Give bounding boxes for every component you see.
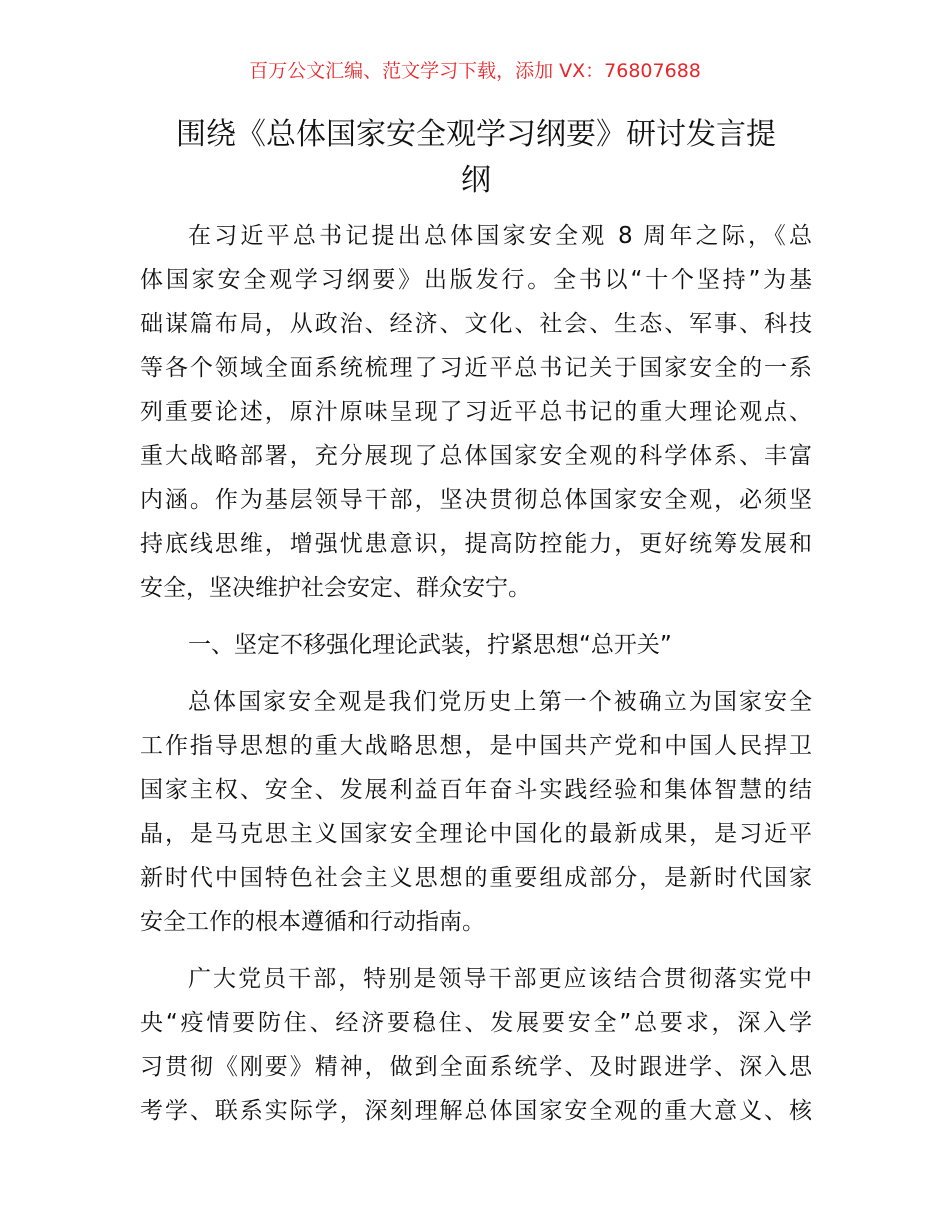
text-line: 在习近平总书记提出总体国家安全观 8 周年之际，《总 <box>188 223 812 249</box>
title-line: 围绕《总体国家安全观学习纲要》研讨发言提 <box>176 117 776 152</box>
text-line: 国家主权、安全、发展利益百年奋斗实践经验和集体智慧的结 <box>140 777 812 803</box>
text-line: 考学、联系实际学，深刻理解总体国家安全观的重大意义、核 <box>140 1098 812 1124</box>
text-line: 安全，坚决维护社会安定、群众安宁。 <box>140 575 531 601</box>
section-heading <box>140 623 812 667</box>
paragraph <box>140 680 812 944</box>
text-line: 体国家安全观学习纲要》出版发行。全书以“十个坚持”为基 <box>140 267 812 293</box>
document-title <box>140 112 812 204</box>
text-line: 列重要论述，原汁原味呈现了习近平总书记的重大理论观点、 <box>140 399 812 425</box>
text-line: 总体国家安全观是我们党历史上第一个被确立为国家安全 <box>188 689 812 715</box>
watermark-banner: 百万公文汇编、范文学习下载，添加 VX：76807688 <box>249 60 701 82</box>
text-line: 晶，是马克思主义国家安全理论中国化的最新成果，是习近平 <box>140 821 812 847</box>
document-body <box>140 214 812 1146</box>
text-line: 等各个领域全面系统梳理了习近平总书记关于国家安全的一系 <box>140 355 812 381</box>
text-line: 广大党员干部，特别是领导干部更应该结合贯彻落实党中 <box>188 966 812 992</box>
text-line: 工作指导思想的重大战略思想，是中国共产党和中国人民捍卫 <box>140 733 812 759</box>
text-line: 持底线思维，增强忧患意识，提高防控能力，更好统筹发展和 <box>140 531 812 557</box>
text-line: 重大战略部署，充分展现了总体国家安全观的科学体系、丰富 <box>140 443 812 469</box>
title-line: 纲 <box>461 163 491 198</box>
text-line: 内涵。作为基层领导干部，坚决贯彻总体国家安全观，必须坚 <box>140 487 812 513</box>
paragraph <box>140 214 812 610</box>
text-line: 央“疫情要防住、经济要稳住、发展要安全”总要求，深入学 <box>140 1010 812 1036</box>
text-line: 一、坚定不移强化理论武装，拧紧思想“总开关” <box>188 632 672 658</box>
text-line: 习贯彻《刚要》精神，做到全面系统学、及时跟进学、深入思 <box>140 1054 812 1080</box>
paragraph <box>140 957 812 1133</box>
text-line: 础谋篇布局，从政治、经济、文化、社会、生态、军事、科技 <box>140 311 812 337</box>
text-line: 新时代中国特色社会主义思想的重要组成部分，是新时代国家 <box>140 865 812 891</box>
text-line: 安全工作的根本遵循和行动指南。 <box>140 909 485 935</box>
